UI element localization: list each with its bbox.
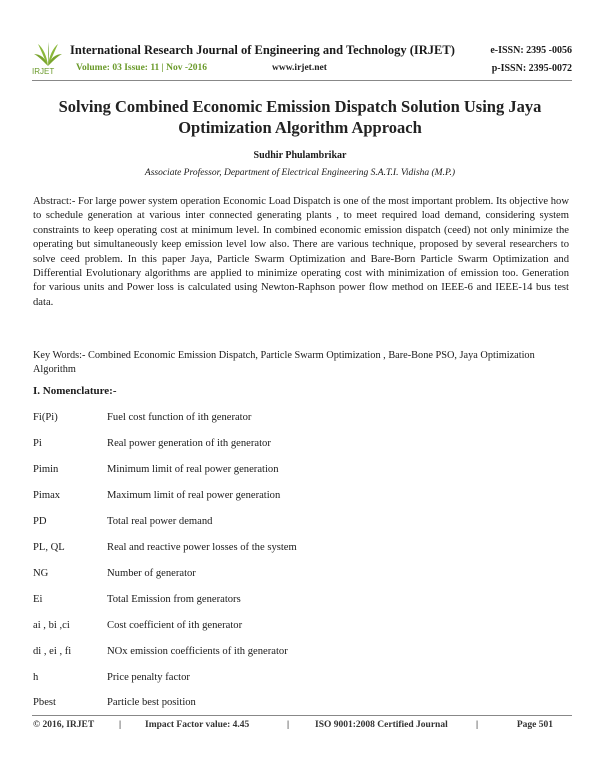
nomenclature-symbol: Ei: [33, 594, 43, 605]
nomenclature-symbol: PD: [33, 516, 47, 527]
paper-title: Solving Combined Economic Emission Dispatch Solution Using Jaya Optimization Algorithm Approach: [58, 97, 542, 137]
nomenclature-symbol: PL, QL: [33, 542, 65, 553]
nomenclature-description: Cost coefficient of ith generator: [107, 620, 243, 631]
list-item: [33, 516, 573, 534]
volume-issue: Volume: 03 Issue: 11 | Nov -2016: [76, 63, 208, 73]
list-item: [33, 438, 573, 456]
nomenclature-symbol: h: [33, 672, 39, 683]
nomenclature-description: Real power generation of ith generator: [107, 438, 271, 449]
nomenclature-description: Total real power demand: [107, 516, 213, 527]
nomenclature-symbol: ai , bi ,ci: [33, 620, 70, 631]
nomenclature-symbol: di , ei , fi: [33, 646, 72, 657]
nomenclature-description: NOx emission coefficients of ith generator: [107, 646, 288, 657]
list-item: [33, 672, 573, 690]
footer-impact-factor: Impact Factor value: 4.45: [145, 720, 250, 730]
footer-page-number: Page 501: [516, 720, 553, 730]
nomenclature-description: Total Emission from generators: [107, 594, 241, 605]
journal-name: International Research Journal of Engineering and Technology (IRJET): [70, 43, 455, 57]
list-item: [33, 464, 573, 482]
nomenclature-symbol: Fi(Pi): [33, 412, 58, 423]
list-item: [33, 542, 573, 560]
footer-separator: |: [287, 720, 290, 730]
p-issn: p-ISSN: 2395-0072: [491, 63, 572, 74]
logo-text: IRJET: [32, 67, 55, 76]
nomenclature-description: Fuel cost function of ith generator: [107, 412, 252, 423]
nomenclature-description: Number of generator: [107, 568, 196, 579]
footer-separator: |: [476, 720, 479, 730]
journal-website-link[interactable]: www.irjet.net: [272, 63, 327, 73]
abstract: Abstract:- For large power system operation Economic Load Dispatch is one of the most important problem. Its objective how to schedule generation at various inter connected generating plants , to meet required load demand, considering system constraints to keep operating cost at minimum level. In combined economic emission dispatch (ceed) not only minimize the operating but simultaneously keep emission level low also. There are various technique, proposed by several researchers to solve ceed problem. In this paper Jaya, Particle Swarm Optimization and Bare-Born Particle Swarm Optimization and Differential Evolutionary algorithms are applied to minimize operating cost with minimization of emission too. Generation for various units and Power loss is calculated using Newton-Raphson power flow method on IEEE-6 and IEEE-14 bus test data.: [33, 196, 569, 308]
e-issn: e-ISSN: 2395 -0056: [490, 45, 572, 56]
nomenclature-symbol: Pi: [33, 438, 42, 449]
list-item: [33, 412, 573, 430]
list-item: [33, 620, 573, 638]
list-item: [33, 490, 573, 508]
footer-rule: [32, 715, 572, 716]
list-item: [33, 594, 573, 612]
keywords: Key Words:- Combined Economic Emission Dispatch, Particle Swarm Optimization , Bare-Bone PSO, Jaya Optimization Algorithm: [33, 350, 535, 375]
nomenclature-description: Minimum limit of real power generation: [107, 464, 279, 475]
nomenclature-symbol: Pbest: [33, 697, 56, 708]
list-item: [33, 646, 573, 664]
footer-iso: ISO 9001:2008 Certified Journal: [315, 720, 448, 730]
list-item: [33, 697, 573, 715]
page-footer: [33, 720, 573, 734]
nomenclature-symbol: Pimax: [33, 490, 61, 501]
nomenclature-symbol: NG: [33, 568, 49, 579]
section-heading: I. Nomenclature:-: [33, 385, 117, 397]
list-item: [33, 568, 573, 586]
nomenclature-description: Maximum limit of real power generation: [107, 490, 281, 501]
nomenclature-symbol: Pimin: [33, 464, 59, 475]
nomenclature-description: Particle best position: [107, 697, 196, 708]
nomenclature-description: Price penalty factor: [107, 672, 190, 683]
footer-separator: |: [119, 720, 122, 730]
header-rule: [32, 80, 572, 81]
footer-copyright: © 2016, IRJET: [33, 720, 95, 730]
author-name: Sudhir Phulambrikar: [253, 150, 347, 161]
journal-header: [32, 40, 572, 80]
nomenclature-description: Real and reactive power losses of the system: [107, 542, 297, 553]
author-affiliation: Associate Professor, Department of Electrical Engineering S.A.T.I. Vidisha (M.P.): [144, 168, 456, 178]
